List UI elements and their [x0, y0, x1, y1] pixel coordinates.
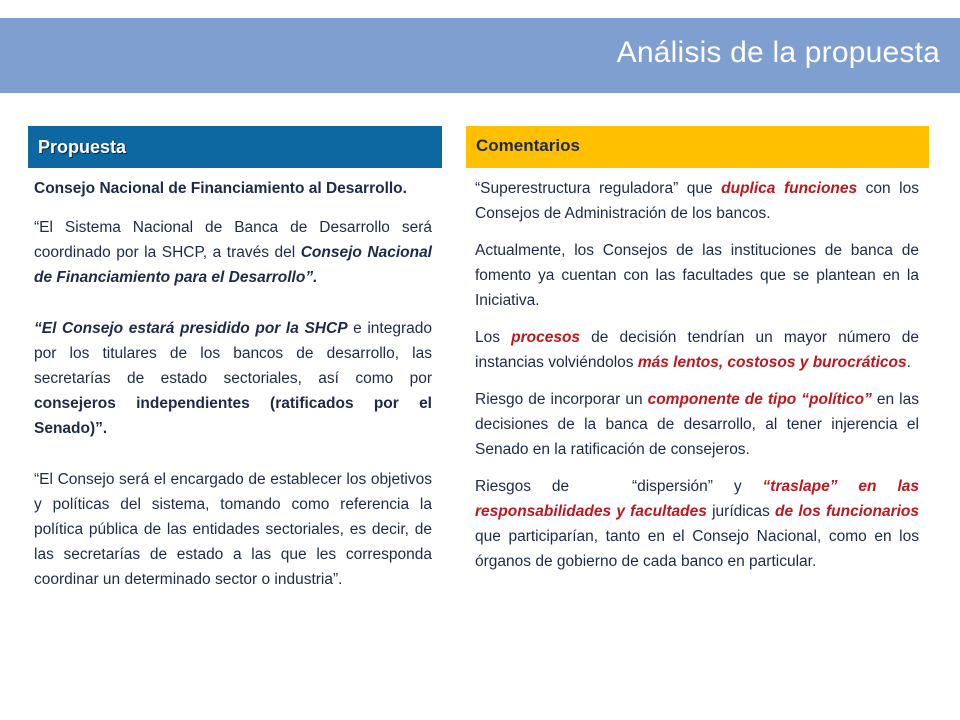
comentario-4-tail: en las decisiones de la banca de desarrollo, al tener injerencia el Senado en la ratificación de consejeros. — [475, 391, 919, 458]
propuesta-p2-text: e integrado por los titulares de los bancos de desarrollo, las secretarías de estado sectoriales, así como por — [34, 320, 432, 387]
comentario-3-highlight-2: más lentos, costosos y burocráticos — [637, 354, 907, 371]
page-title: Análisis de la propuesta — [616, 36, 940, 69]
propuesta-heading: Consejo Nacional de Financiamiento al Desarrollo. — [34, 180, 407, 197]
comentario-3-middle: de decisión tendrían un mayor número de instancias volviéndolos — [475, 329, 919, 371]
propuesta-p1-emphasis: Consejo Nacional de Financiamiento para el Desarrollo”. — [34, 244, 432, 286]
propuesta-p1-text: “El Sistema Nacional de Banca de Desarrollo será coordinado por la SHCP, a través del — [34, 219, 432, 261]
comentario-1-text: “Superestructura reguladora” que — [475, 180, 722, 197]
propuesta-paragraph-2 — [34, 316, 432, 441]
comentario-4-highlight: componente de tipo “político” — [647, 391, 872, 408]
comentario-3-end: . — [906, 354, 911, 371]
comentarios-header: Comentarios — [466, 126, 929, 168]
comentario-4 — [475, 387, 919, 462]
title-bar — [0, 18, 960, 93]
comentario-1 — [475, 176, 919, 226]
propuesta-column — [34, 176, 432, 592]
comentario-5-middle: jurídicas — [706, 503, 776, 520]
propuesta-p2-emphasis: “El Consejo estará presidido por la SHCP — [34, 320, 348, 337]
comentario-1-tail: con los Consejos de Administración de los bancos. — [475, 180, 919, 222]
comentario-3-text: Los — [475, 329, 512, 346]
comentario-5-highlight: “traslape” en las responsabilidades y facultades — [475, 478, 919, 520]
comentario-2: Actualmente, los Consejos de las instituciones de banca de fomento ya cuentan con las facultades que se plantean en la Iniciativa. — [475, 242, 919, 309]
propuesta-paragraph-3: “El Consejo será el encargado de establecer los objetivos y políticas del sistema, tomando como referencia la política pública de las entidades sectoriales, es decir, de las secretarías de estado a las que les corresponda coordinar un determinado sector o industria”. — [34, 471, 432, 588]
propuesta-header: Propuesta — [28, 126, 442, 168]
comentario-5-highlight-2: de los funcionarios — [775, 503, 919, 520]
comentarios-column — [475, 176, 919, 574]
comentario-5-tail: que participarían, tanto en el Consejo Nacional, como en los órganos de gobierno de cada banco en particular. — [475, 528, 919, 570]
propuesta-paragraph-1 — [34, 215, 432, 290]
comentario-3 — [475, 325, 919, 375]
comentario-1-highlight: duplica funciones — [721, 180, 858, 197]
comentario-4-text: Riesgo de incorporar un — [475, 391, 648, 408]
comentario-5 — [475, 474, 919, 574]
comentario-3-highlight: procesos — [511, 329, 581, 346]
propuesta-p2-bold: consejeros independientes (ratificados por el Senado)”. — [34, 395, 432, 437]
comentario-5-text: Riesgos de “dispersión” y — [475, 478, 763, 495]
